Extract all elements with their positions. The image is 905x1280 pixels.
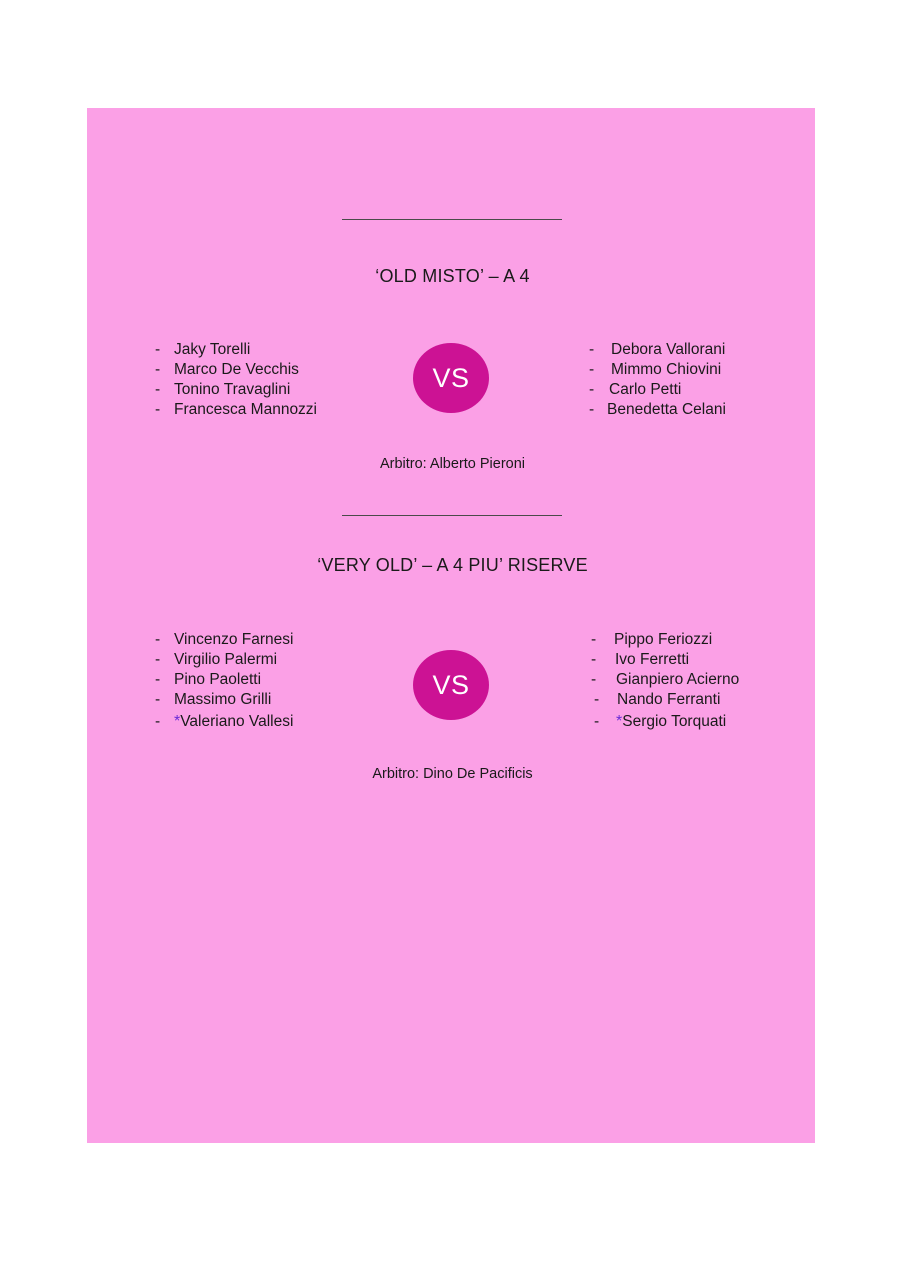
player-name: Ivo Ferretti xyxy=(615,651,690,668)
vs-badge: VS xyxy=(413,343,489,413)
player-name: Jaky Torelli xyxy=(174,341,251,358)
pink-page-panel xyxy=(87,108,815,1143)
separator-line-top xyxy=(342,219,562,220)
match2-left-team-list xyxy=(155,630,355,735)
list-dash: - xyxy=(155,341,161,358)
player-name: Marco De Vecchis xyxy=(174,361,299,378)
list-item xyxy=(589,380,789,400)
player-name: Francesca Mannozzi xyxy=(174,401,318,418)
list-item xyxy=(155,710,355,735)
match1-left-team-list xyxy=(155,340,355,420)
match2-referee: Arbitro: Dino De Pacificis xyxy=(372,766,533,782)
player-name: Benedetta Celani xyxy=(607,401,726,418)
list-dash: - xyxy=(591,671,597,688)
list-item xyxy=(155,360,355,380)
list-dash: - xyxy=(155,381,161,398)
player-name: Pippo Feriozzi xyxy=(614,631,713,648)
list-item xyxy=(591,710,791,735)
match1-title: ‘OLD MISTO’ – A 4 xyxy=(375,266,530,286)
reserve-star: * xyxy=(616,713,623,730)
vs-badge: VS xyxy=(413,650,489,720)
list-dash: - xyxy=(155,651,161,668)
list-dash: - xyxy=(589,401,595,418)
player-name: Massimo Grilli xyxy=(174,691,272,708)
list-dash: - xyxy=(155,691,161,708)
player-name: Tonino Travaglini xyxy=(174,381,291,398)
player-name: Gianpiero Acierno xyxy=(616,671,740,688)
player-name: Mimmo Chiovini xyxy=(611,361,722,378)
list-item xyxy=(155,400,355,420)
list-dash: - xyxy=(594,691,600,708)
list-dash: - xyxy=(155,671,161,688)
list-item xyxy=(155,630,355,650)
match2-title: ‘VERY OLD’ – A 4 PIU’ RISERVE xyxy=(317,555,588,575)
player-name: Pino Paoletti xyxy=(174,671,262,688)
player-name: *Valeriano Vallesi xyxy=(174,713,294,730)
list-item xyxy=(155,340,355,360)
list-dash: - xyxy=(155,401,161,418)
player-name: *Sergio Torquati xyxy=(616,713,727,730)
list-dash: - xyxy=(594,713,600,730)
list-item xyxy=(589,340,789,360)
list-dash: - xyxy=(589,341,595,358)
separator-line-middle xyxy=(342,515,562,516)
player-name: Vincenzo Farnesi xyxy=(174,631,294,648)
list-item xyxy=(589,400,789,420)
list-item xyxy=(591,670,791,690)
match1-referee: Arbitro: Alberto Pieroni xyxy=(379,456,526,472)
match1-right-team-list xyxy=(589,340,789,420)
player-name: Nando Ferranti xyxy=(617,691,721,708)
list-item xyxy=(155,380,355,400)
list-dash: - xyxy=(589,361,595,378)
player-name: Carlo Petti xyxy=(609,381,682,398)
list-dash: - xyxy=(591,651,597,668)
list-item xyxy=(591,630,791,650)
player-name: Debora Vallorani xyxy=(611,341,726,358)
list-dash: - xyxy=(589,381,595,398)
list-dash: - xyxy=(155,631,161,648)
list-dash: - xyxy=(155,713,161,730)
list-item xyxy=(155,690,355,710)
reserve-star: * xyxy=(174,713,181,730)
list-dash: - xyxy=(155,361,161,378)
list-item xyxy=(591,690,791,710)
match2-right-team-list xyxy=(591,630,791,735)
list-item xyxy=(591,650,791,670)
player-name: Virgilio Palermi xyxy=(174,651,278,668)
list-item xyxy=(589,360,789,380)
list-item xyxy=(155,670,355,690)
list-dash: - xyxy=(591,631,597,648)
list-item xyxy=(155,650,355,670)
